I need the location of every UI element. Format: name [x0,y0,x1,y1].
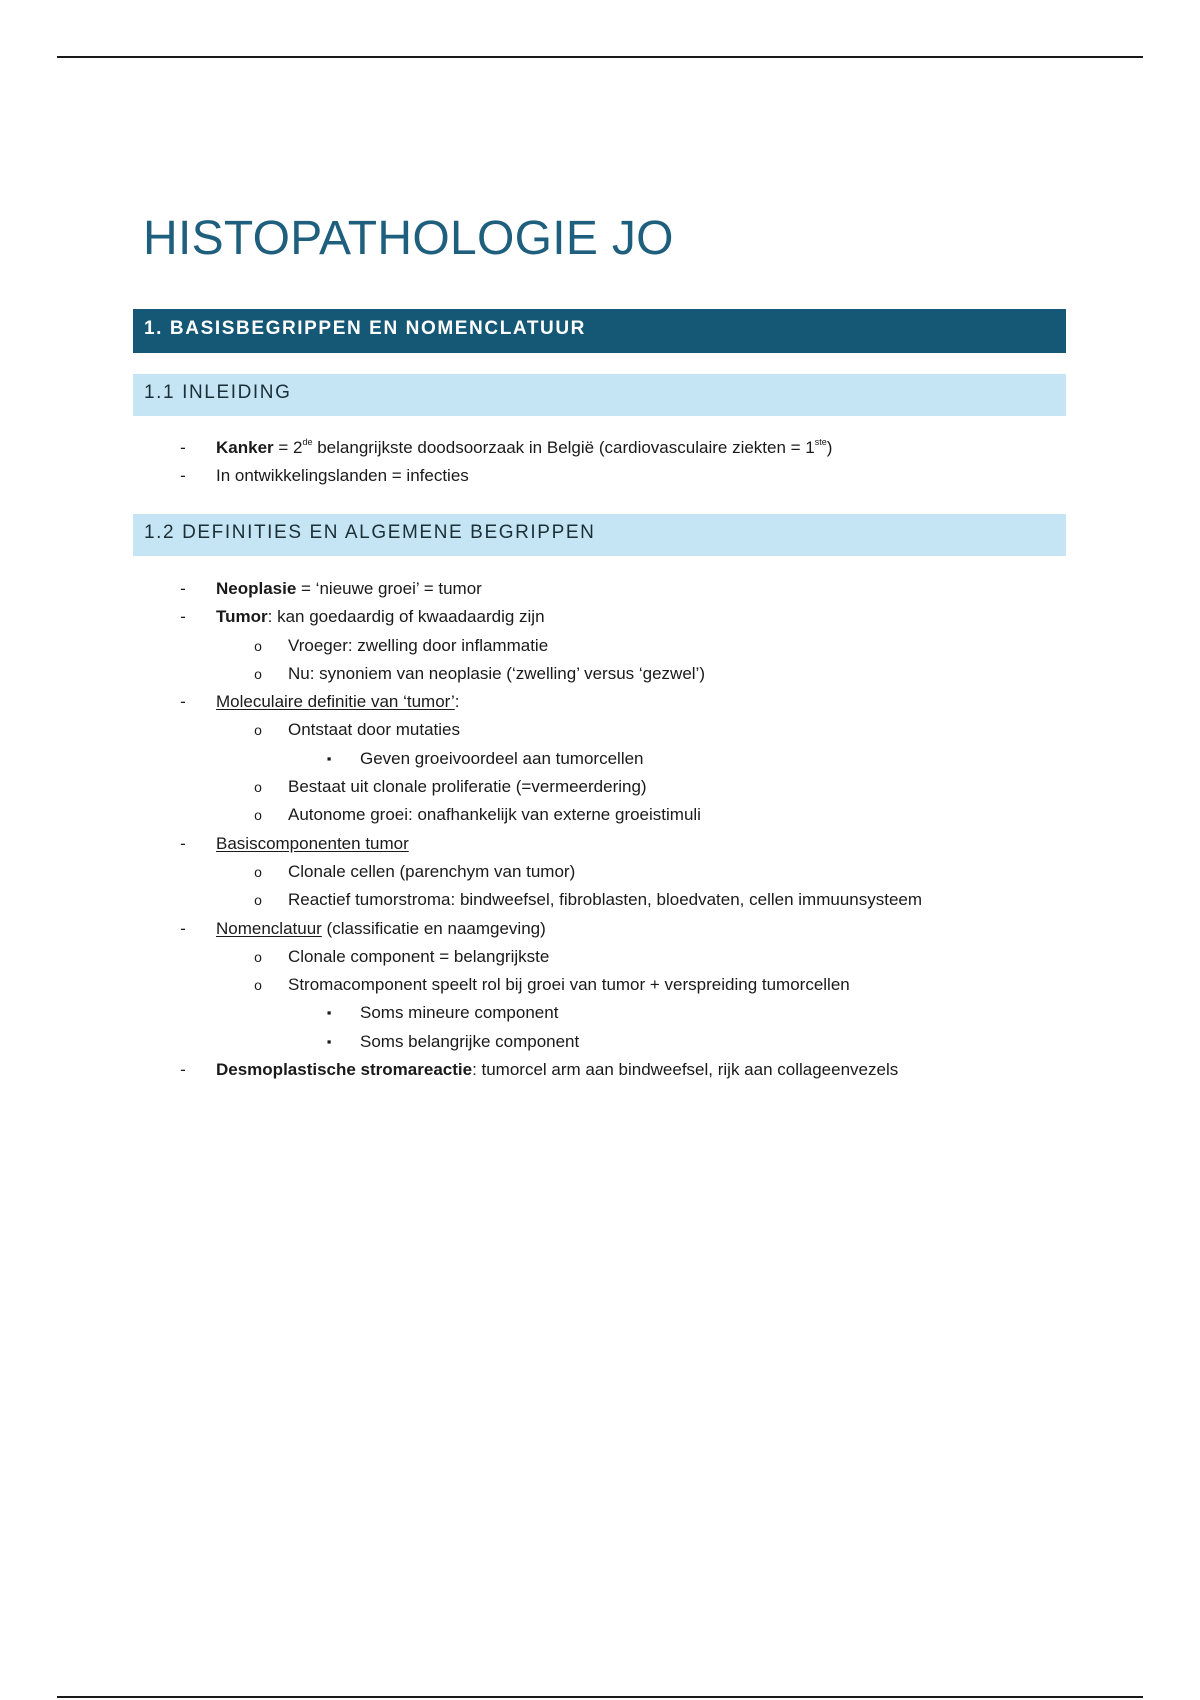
circle-bullet: o [254,665,262,682]
subsection-heading-1-2: 1.2 DEFINITIES EN ALGEMENE BEGRIPPEN [133,514,1066,556]
list-item-text: Vroeger: zwelling door inflammatie [288,635,549,655]
subsection-heading-1-1: 1.1 INLEIDING [133,374,1066,416]
list-item-text: In ontwikkelingslanden = infecties [216,466,469,486]
list-item-text: Soms belangrijke component [360,1031,580,1051]
list-item-text: Ontstaat door mutaties [288,720,460,740]
list-item-text [216,603,545,631]
term-bold: Tumor [216,607,268,627]
intro-list [0,434,1200,491]
term-bold: Kanker [216,438,274,457]
circle-bullet: o [254,637,262,654]
text-part: = 2 [273,438,303,457]
list-item [0,801,1200,829]
circle-bullet: o [254,948,262,965]
term-underlined: Moleculaire definitie van ‘tumor’ [216,692,455,712]
section-heading-1: 1. BASISBEGRIPPEN EN NOMENCLATUUR [133,309,1066,353]
list-item-text [216,915,546,943]
term-underlined: Basiscomponenten tumor [216,833,409,853]
text-part: = ‘nieuwe groei’ = tumor [296,579,482,598]
text-part: ) [826,438,833,457]
list-item [0,858,1200,886]
list-item [0,632,1200,660]
circle-bullet: o [254,722,262,739]
term-bold: Neoplasie [216,579,297,598]
circle-bullet: o [254,892,262,909]
list-item [0,434,1200,462]
text-part: : [454,692,460,712]
circle-bullet: o [254,977,262,994]
text-part: (classificatie en naamgeving) [321,918,546,938]
term-bold: Desmoplastische stromareactie [216,1060,473,1080]
term-underlined: Nomenclatuur [216,918,322,938]
list-item-text: Soms mineure component [360,1003,559,1023]
list-item [0,688,1200,716]
square-bullet: ▪ [326,1033,332,1049]
list-item [0,716,1200,744]
list-item-text: Autonome groei: onafhankelijk van externe groeistimuli [288,805,701,825]
list-item-text: Reactief tumorstroma: bindweefsel, fibroblasten, bloedvaten, cellen immuunsysteem [288,890,923,910]
definitions-list [0,575,1200,1084]
list-item [0,660,1200,688]
list-item-text: Geven groeivoordeel aan tumorcellen [360,748,644,768]
list-item [0,462,1200,490]
circle-bullet: o [254,779,262,796]
superscript: de [302,437,313,447]
list-item-text: Stromacomponent speelt rol bij groei van tumor + verspreiding tumorcellen [288,975,850,995]
text-part: : kan goedaardig of kwaadaardig zijn [267,607,545,627]
text-part: belangrijkste doodsoorzaak in België (cardiovasculaire ziekten = 1 [312,438,815,457]
dash-bullet: - [180,833,186,853]
list-item-text: Clonale cellen (parenchym van tumor) [288,861,576,881]
list-item [0,915,1200,943]
dash-bullet: - [180,918,186,938]
list-item-text [216,1056,898,1084]
list-item [0,773,1200,801]
dash-bullet: - [180,1060,186,1080]
document-title: HISTOPATHOLOGIE JO [143,212,674,265]
list-item [0,943,1200,971]
list-item-text: Nu: synoniem van neoplasie (‘zwelling’ versus ‘gezwel’) [288,663,705,683]
list-item-text: Clonale component = belangrijkste [288,946,550,966]
list-item-text [216,434,832,462]
superscript: ste [814,437,827,447]
list-item [0,575,1200,603]
list-item [0,971,1200,999]
dash-bullet: - [180,466,186,486]
list-item-text [216,575,482,603]
dash-bullet: - [180,579,186,598]
dash-bullet: - [180,607,186,627]
text-part: : tumorcel arm aan bindweefsel, rijk aan collageenvezels [472,1060,899,1080]
dash-bullet: - [180,692,186,712]
circle-bullet: o [254,807,262,824]
list-item-text: Bestaat uit clonale proliferatie (=vermeerdering) [288,777,647,797]
list-item-text [216,830,409,858]
dash-bullet: - [180,438,186,457]
top-rule [57,56,1143,58]
list-item [0,1056,1200,1084]
list-item [0,1028,1200,1056]
bottom-rule [57,1696,1143,1698]
list-item-text [216,688,459,716]
circle-bullet: o [254,863,262,880]
list-item [0,886,1200,914]
square-bullet: ▪ [326,1005,332,1021]
list-item [0,830,1200,858]
square-bullet: ▪ [326,750,332,766]
list-item [0,745,1200,773]
list-item [0,603,1200,631]
list-item [0,999,1200,1027]
